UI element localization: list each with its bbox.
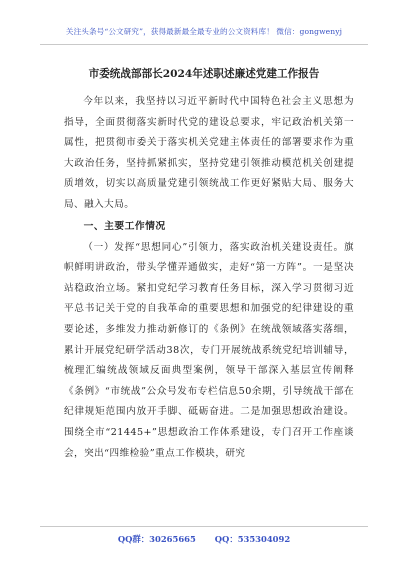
header-promo-text: 关注头条号“公文研究”，获得最新最全最专业的公文资料库！ 微信：gongwenyj (65, 27, 343, 36)
footer-qq: QQ：535304092 (214, 534, 291, 544)
document-title: 市委统战部部长2024年述职述廉述党建工作报告 (88, 68, 320, 80)
footer-qq-group: QQ群：30265665 (117, 534, 196, 544)
body-paragraph: （一）发挥“思想同心”引领力，落实政治机关建设责任。旗帜鲜明讲政治，带头学懂弄通做实，走好“第一方阵”。一是坚决站稳政治立场。紧扣党纪学习教育任务目标，深入学习贯彻习近平总书记关于党的自我革命的重要思想和加强党的纪律建设的重要论述，多维发力推动新修订的《条例》在统战领域落实落细，累计开展党纪研学活动38次，专门开展统战系统党纪培训辅导，梳理汇编统战领域反面典型案例，领导干部深入基层宣传阐释《条例》“市统战”公众号发布专栏信息50余期，引导统战干部在纪律规矩范围内放开手脚、砥砺奋进。二是加强思想政治建设。围绕全市“21445+”思想政治工作体系建设，专门召开工作座谈会，突出“四维检验”重点工作模块，研究 (64, 241, 354, 459)
section-heading: 一、主要工作情况 (83, 220, 166, 232)
header-divider (40, 44, 368, 45)
intro-paragraph: 今年以来，我坚持以习近平新时代中国特色社会主义思想为指导，全面贯彻落实新时代党的建设总要求，牢记政治机关第一属性，把贯彻市委关于落实机关党建主体责任的部署要求作为重大政治任务，坚持抓紧抓实，坚持党建引领推动模范机关创建提质增效，切实以高质量党建引领统战工作更好紧贴大局、服务大局、融入大局。 (64, 96, 354, 210)
document-body (64, 92, 354, 464)
footer-divider (40, 526, 368, 527)
footer (40, 533, 368, 545)
